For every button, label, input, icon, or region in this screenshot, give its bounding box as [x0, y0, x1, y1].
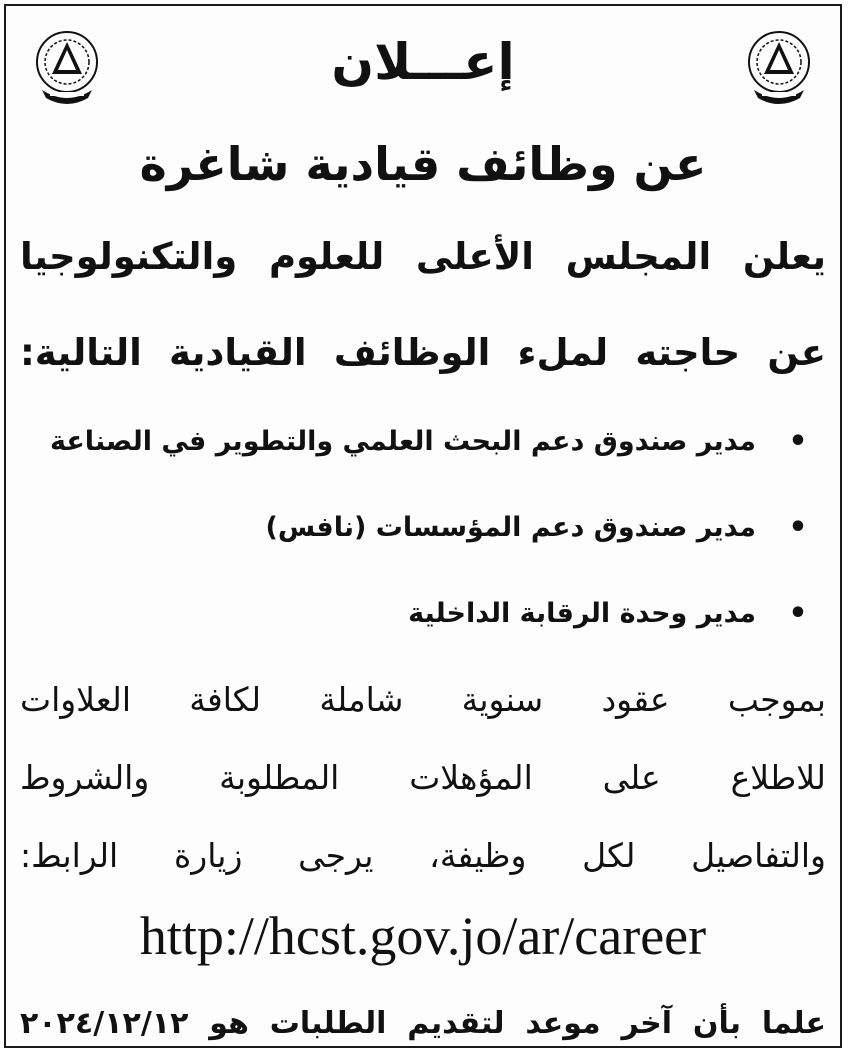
announcement-frame: [4, 4, 842, 1048]
bullet-icon: •: [788, 510, 808, 545]
announcement-title: إعـــلان: [331, 33, 515, 91]
intro-line: عن حاجته لملء الوظائف القيادية التالية:: [20, 331, 826, 374]
position-title: مدير وحدة الرقابة الداخلية: [408, 598, 756, 629]
deadline-note: علما بأن آخر موعد لتقديم الطلبات هو ٢٠٢٤/١٢/١٢: [20, 1006, 826, 1041]
position-item: [36, 586, 822, 672]
body-line: للاطلاع على المؤهلات المطلوبة والشروط: [20, 758, 826, 797]
position-item: [36, 414, 822, 500]
council-emblem-icon: [734, 20, 824, 110]
position-title: مدير صندوق دعم البحث العلمي والتطوير في الصناعة: [49, 426, 756, 457]
intro-line: يعلن المجلس الأعلى للعلوم والتكنولوجيا: [20, 235, 826, 278]
position-item: [36, 500, 822, 586]
body-line: بموجب عقود سنوية شاملة لكافة العلاوات: [20, 680, 826, 719]
bullet-icon: •: [788, 424, 808, 459]
announcement-subtitle: عن وظائف قيادية شاغرة: [139, 137, 707, 191]
bullet-icon: •: [788, 596, 808, 631]
position-title: مدير صندوق دعم المؤسسات (نافس): [265, 512, 756, 543]
body-line: والتفاصيل لكل وظيفة، يرجى زيارة الرابط:: [20, 836, 826, 875]
career-link[interactable]: http://hcst.gov.jo/ar/career: [139, 906, 707, 966]
positions-list: [36, 414, 822, 672]
council-emblem-icon: [22, 20, 112, 110]
